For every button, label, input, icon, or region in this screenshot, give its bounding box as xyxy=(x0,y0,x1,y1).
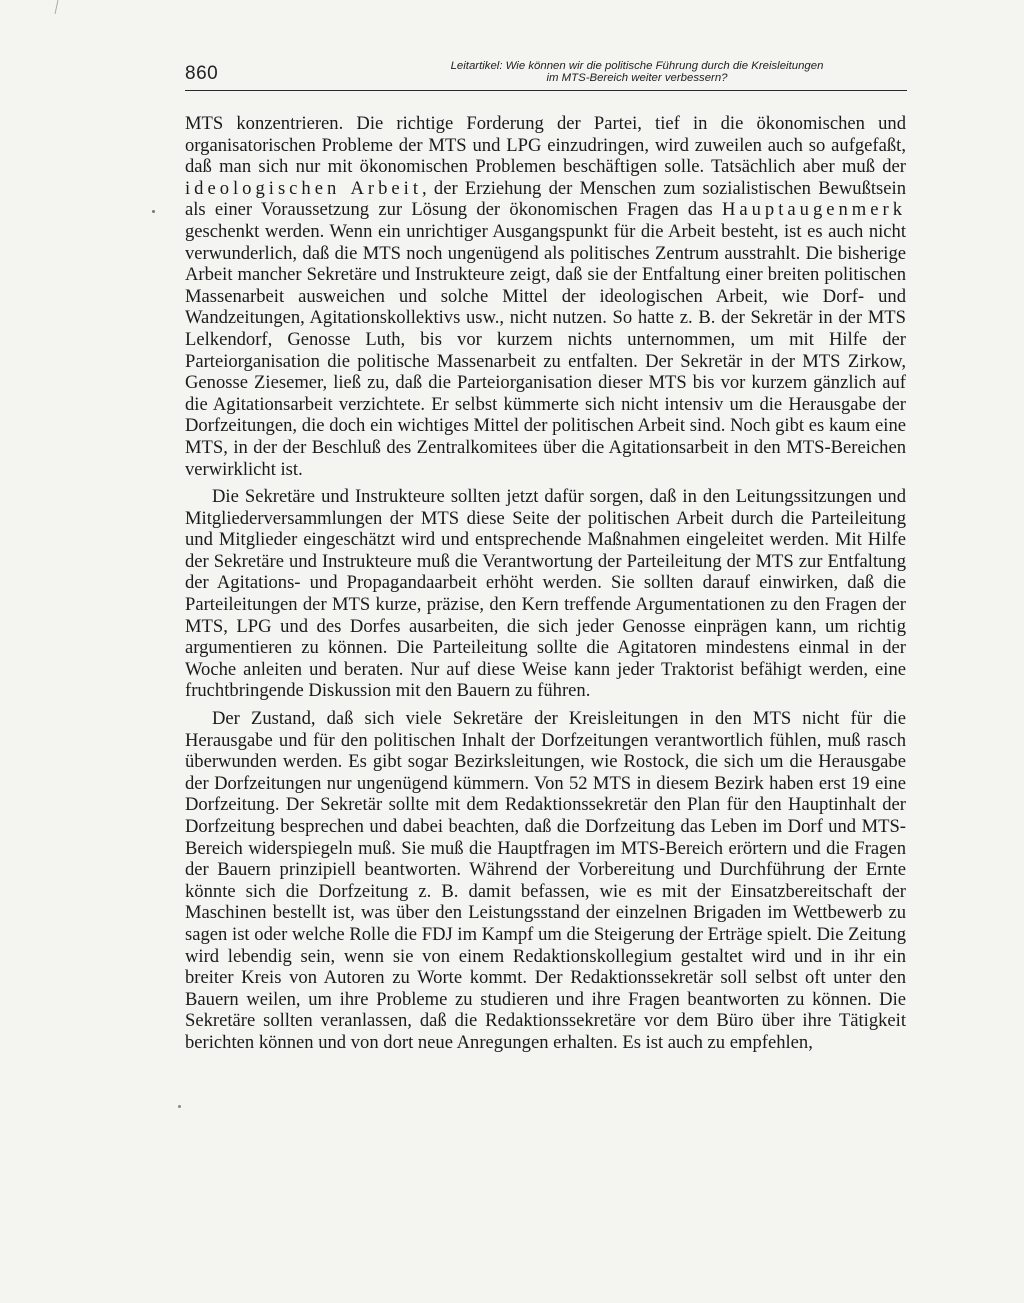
text-run: MTS konzentrieren. Die richtige Forderung der Partei, tief in die ökonomischen und organisatorischen Probleme der MTS und LPG einzudringen, wird zuweilen auch so aufgefaßt, daß man sich nur mit ökonomischen Problemen beschäftigen solle. Tatsächlich aber muß der xyxy=(185,113,906,178)
paragraph-3: Der Zustand, daß sich viele Sekretäre der Kreisleitungen in den MTS nicht für die Herausgabe und für den politischen Inhalt der Dorfzeitungen verantwortlich fühlen, muß rasch überwunden werden. Es gibt sogar Bezirksleitungen, wie Rostock, die sich um die Herausgabe der Dorfzeitungen nur ungenügend kümmern. Von 52 MTS in diesem Bezirk haben erst 19 eine Dorfzeitung. Der Sekretär sollte mit dem Redaktionssekretär den Plan für den Hauptinhalt der Dorfzeitung besprechen und dabei beachten, daß die Dorfzeitung das Leben im Dorf und MTS-Bereich widerspiegeln muß. Sie muß die Hauptfragen im MTS-Bereich erörtern und die Fragen der Bauern prinzipiell beantworten. Während der Vorbereitung und Durchführung der Ernte könnte sich die Dorfzeitung z. B. damit befassen, wie es mit der Einsatzbereitschaft der Maschinen bestellt ist, was über den Leistungsstand der einzelnen Brigaden im Wettbewerb zu sagen ist oder welche Rolle die FDJ im Kampf um die Steigerung der Erträge spielt. Die Zeitung wird lebendig sein, wenn sie von einem Redaktionskollegium gestaltet wird und in ihr ein breiter Kreis von Autoren zu Worte kommt. Der Redaktionssekretär soll selbst oft unter den Bauern weilen, um ihre Probleme zu studieren und ihre Fragen beantworten zu können. Die Sekretäre sollten veranlassen, daß die Redaktionssekretäre vor dem Büro über ihre Tätigkeit berichten können und von dort neue Anregungen erhalten. Es ist auch zu empfehlen, xyxy=(185,708,906,1053)
scan-dot xyxy=(178,1105,181,1108)
text-run: , der Erziehung der Menschen zum sozialistischen Bewußtsein als einer Voraussetzung zur Lösung der ökonomischen Fragen das xyxy=(185,177,906,221)
scan-artifact xyxy=(55,0,59,14)
scan-dot xyxy=(152,210,155,213)
paragraph-1 xyxy=(185,113,906,480)
article-body xyxy=(185,113,906,1054)
page-number: 860 xyxy=(185,63,219,84)
text-run: geschenkt werden. Wenn ein unrichtiger Ausgangspunkt für die Arbeit besteht, ist es auch nicht verwunderlich, daß die MTS noch ungenügend als politisches Zentrum ausstrahlt. Die bisherige Arbeit mancher Sekretäre und Instrukteure zeigt, daß sie der Entfaltung einer breiten politischen Massenarbeit ausweichen und solche Mittel der ideologischen Arbeit, wie Dorf- und Wandzeitungen, Agitationskollektivs usw., nicht nutzen. So hatte z. B. der Sekretär in der MTS Lelkendorf, Genosse Luth, bis vor kurzem nichts unternommen, um mit Hilfe der Parteiorganisation die politische Massenarbeit zu entfalten. Der Sekretär in der MTS Zirkow, Genosse Ziesemer, ließ zu, daß die Parteiorganisation dieser MTS bis vor kurzem gänzlich auf die Agitationsarbeit verzichtete. Er selbst kümmerte sich nicht intensiv um die Herausgabe der Dorfzeitungen, die doch ein wichtiges Mittel der politischen Arbeit sind. Noch gibt es kaum eine MTS, in der der Beschluß des Zentralkomitees über die Agitationsarbeit in den MTS-Bereichen verwirklicht ist. xyxy=(185,220,906,480)
running-head-line-2: im MTS-Bereich weiter verbessern? xyxy=(546,72,728,84)
emphasis-spaced: ideologischen Arbeit xyxy=(185,177,423,199)
running-head-line-1: Leitartikel: Wie können wir die politische Führung durch die Kreisleitungen xyxy=(450,60,824,72)
running-head xyxy=(367,60,907,84)
emphasis-spaced: Hauptaugenmerk xyxy=(721,199,906,221)
page-header xyxy=(185,60,907,91)
paragraph-2: Die Sekretäre und Instrukteure sollten jetzt dafür sorgen, daß in den Leitungssitzungen und Mitgliederversammlungen der MTS diese Seite der politischen Arbeit durch die Parteileitung und Mitglieder eingeschätzt wird und entsprechende Maßnahmen eingeleitet werden. Mit Hilfe der Sekretäre und Instrukteure muß die Verantwortung der Parteileitung der MTS zur Entfaltung der Agitations- und Propagandaarbeit erhöht werden. Sie sollten darauf einwirken, daß die Parteileitungen der MTS kurze, präzise, den Kern treffende Argumentationen zu den Fragen der MTS, LPG und des Dorfes ausarbeiten, die sich jeder Genosse einprägen kann, um richtig argumentieren zu können. Die Parteileitung sollte die Agitatoren mindestens einmal in der Woche anleiten und beraten. Nur auf diese Weise kann jeder Traktorist befähigt werden, eine fruchtbringende Diskussion mit den Bauern zu führen. xyxy=(185,486,906,702)
